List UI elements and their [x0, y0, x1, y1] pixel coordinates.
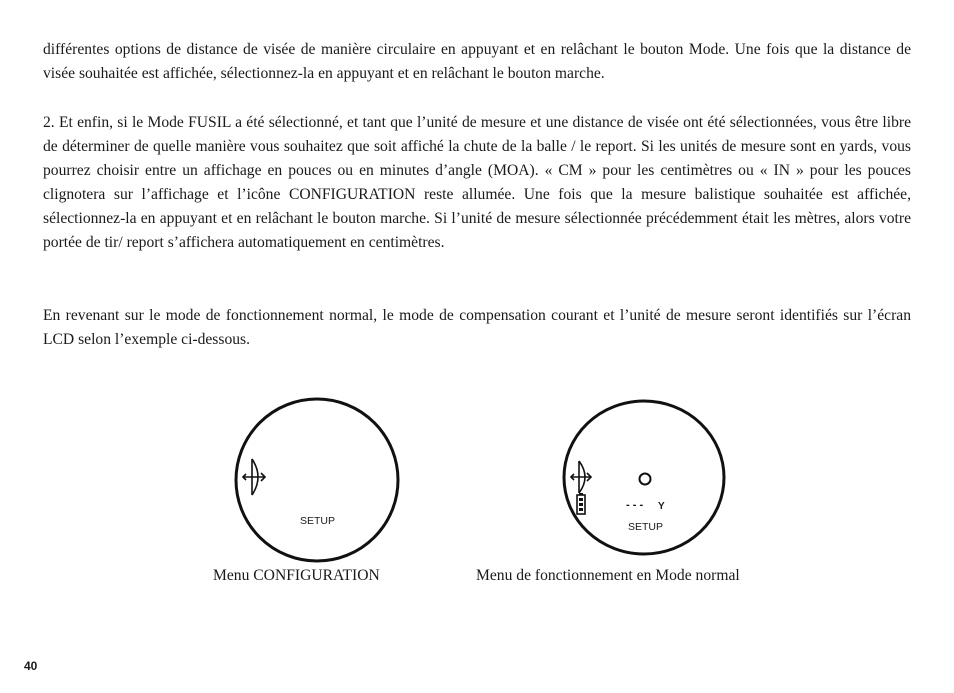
unit-indicator: Y — [658, 501, 665, 512]
paragraph-ballistic-unit: 2. Et enfin, si le Mode FUSIL a été sélectionné, et tant que l’unité de mesure et une distance de visée ont été sélectionnées, vous être libre de déterminer de quelle manière vous souhaitez que soit affiché la chute de la balle / le report. Si les unités de mesure sont en yards, vous pourrez choisir entre un affichage en pouces ou en minutes d’angle (MOA). « CM » pour les centimètres ou « IN » pour les pouces clignotera sur l’affichage et l’icône CONFIGURATION reste allumée. Une fois que la mesure balistique souhaitée est affichée, sélectionnez-la en appuyant et en relâchant le bouton marche. Si l’unité de mesure sélectionnée précédemment était les mètres, alors votre portée de tir/ report s’affichera automatiquement en centimètres. — [43, 114, 911, 251]
lcd-normal-display — [562, 399, 726, 556]
bow-icon — [571, 461, 591, 493]
battery-icon — [577, 493, 585, 514]
ring-icon — [640, 474, 651, 485]
page-number: 40 — [24, 659, 38, 673]
caption-normal-mode: Menu de fonctionnement en Mode normal — [476, 567, 740, 584]
bow-icon — [243, 459, 265, 495]
lcd-config-display — [234, 397, 400, 563]
caption-config-menu: Menu CONFIGURATION — [213, 567, 380, 584]
paragraph-distance-options: différentes options de distance de visée de manière circulaire en appuyant et en relâchant le bouton Mode. Une fois que la distance de visée souhaitée est affichée, sélectionnez-la en appuyant et en relâchant le bouton marche. — [43, 41, 911, 82]
paragraph-normal-mode: En revenant sur le mode de fonctionnement normal, le mode de compensation courant et l’unité de mesure seront identifiés sur l’écran LCD selon l’exemple ci-dessous. — [43, 307, 911, 348]
distance-dashes: - - - — [626, 499, 644, 511]
setup-label: SETUP — [300, 515, 336, 527]
setup-label: SETUP — [628, 521, 664, 533]
